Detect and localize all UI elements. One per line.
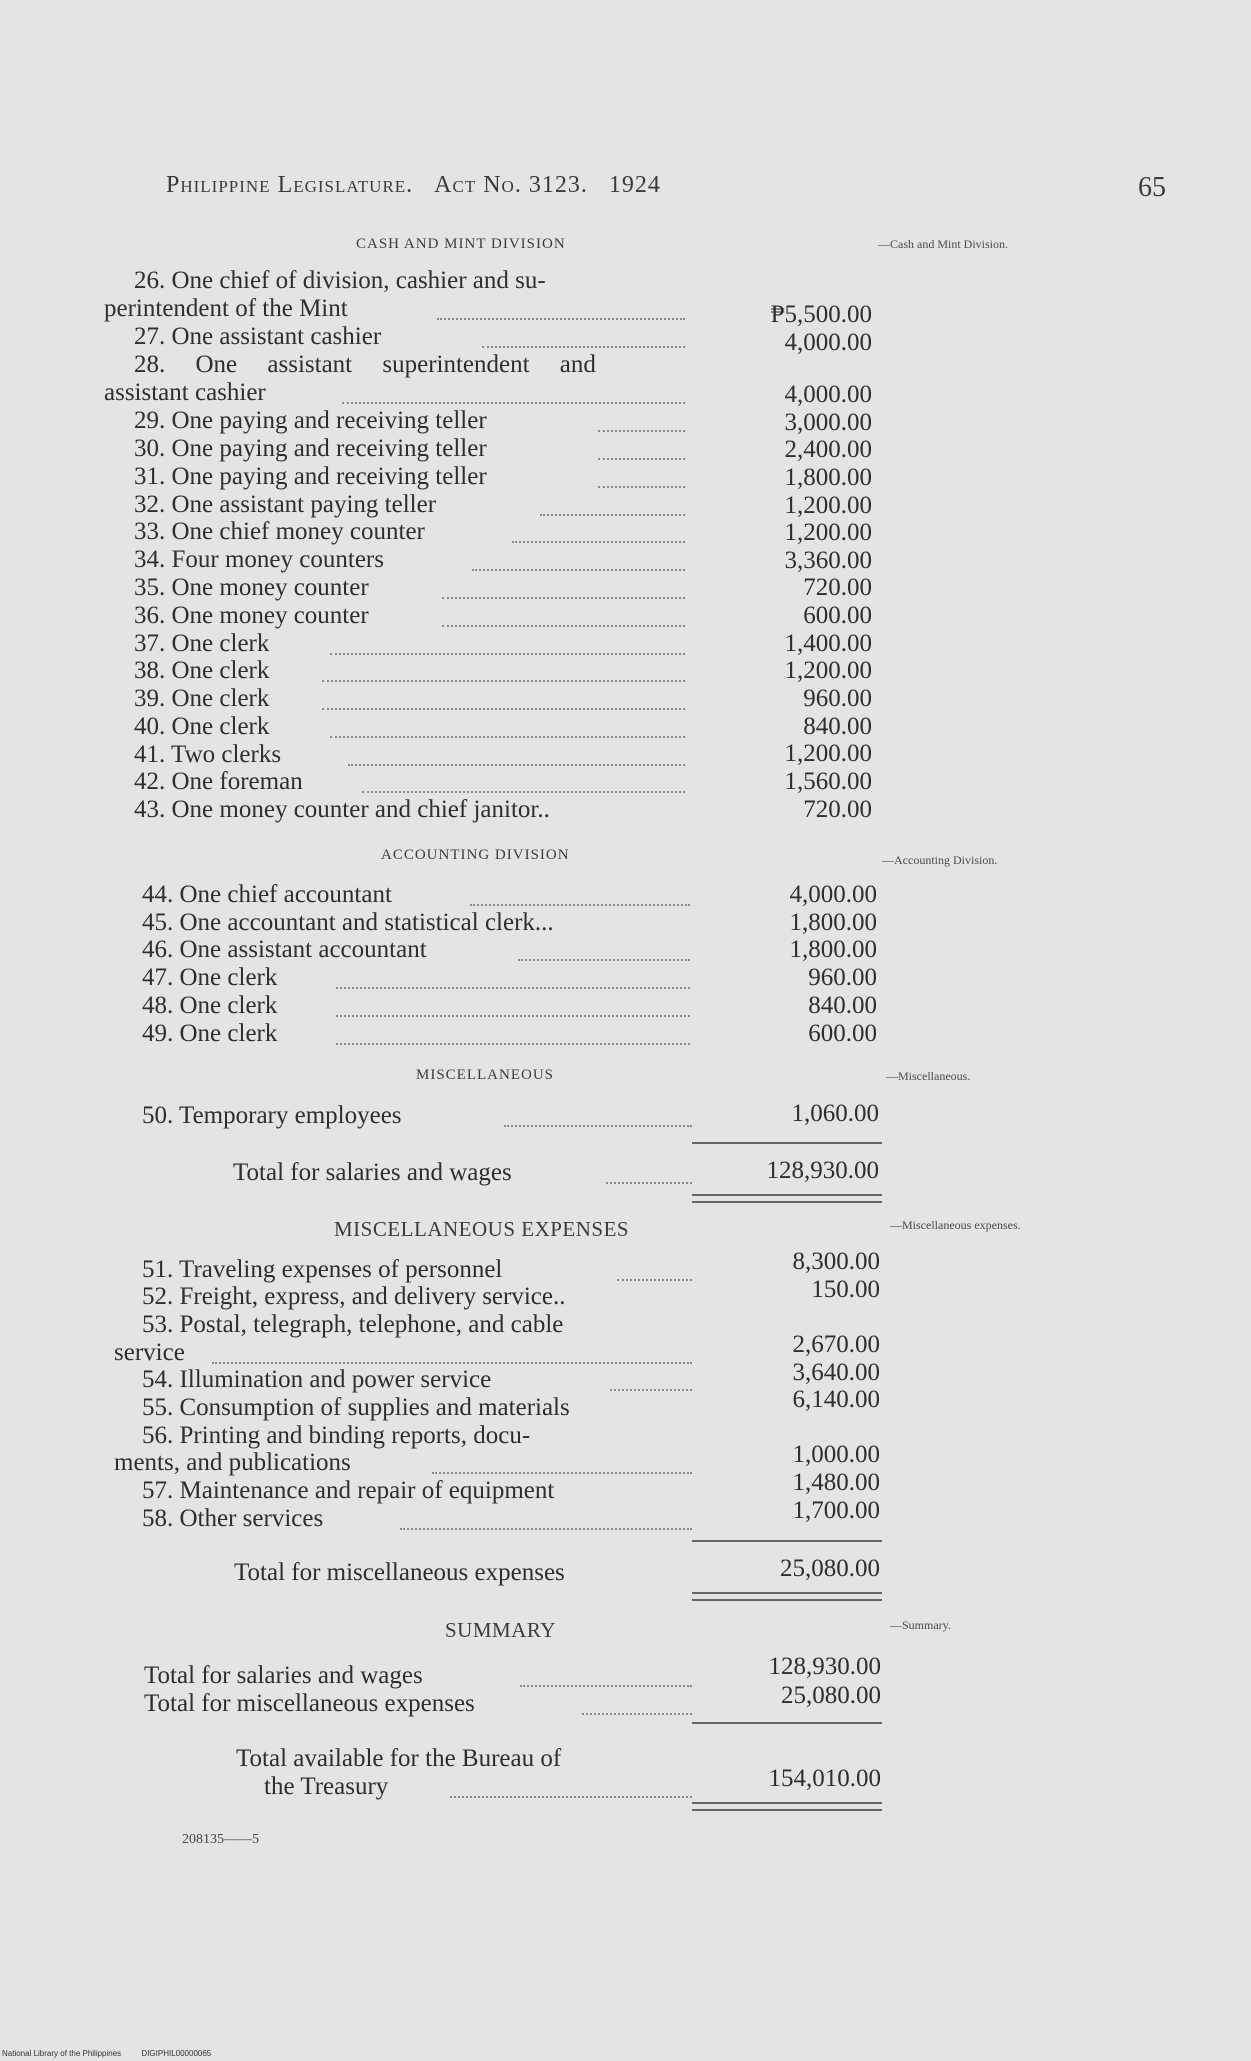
dot-leader [437, 318, 685, 320]
item-amount: 1,200.00 [784, 740, 872, 767]
dot-leader [400, 1528, 692, 1530]
total-label: Total for salaries and wages [233, 1159, 512, 1186]
item-label: 32. One assistant paying teller [134, 491, 437, 518]
item-label: 45. One accountant and statistical clerk... [142, 909, 554, 936]
item-label-cont: assistant cashier [104, 379, 266, 406]
item-amount: 1,800.00 [789, 909, 877, 936]
dot-leader [504, 1125, 692, 1127]
dot-leader [336, 987, 690, 989]
dot-leader [442, 597, 685, 599]
item-label: 58. Other services [142, 1505, 324, 1532]
credit-id: DIGIPHIL00000065 [141, 2049, 212, 2058]
item-label: 54. Illumination and power service [142, 1366, 492, 1393]
dot-leader [482, 346, 685, 348]
total-amount: 128,930.00 [766, 1157, 879, 1184]
dot-leader [322, 708, 685, 710]
double-rule [692, 1194, 882, 1203]
section-heading-misc-expenses: MISCELLANEOUS EXPENSES [334, 1217, 630, 1241]
item-amount: 1,200.00 [784, 519, 872, 546]
item-label: 39. One clerk [134, 685, 270, 712]
item-label: 44. One chief accountant [142, 881, 392, 908]
dot-leader [512, 541, 685, 543]
double-rule [692, 1592, 882, 1601]
total-label: Total for miscellaneous expenses [234, 1559, 565, 1586]
item-label: 40. One clerk [134, 713, 270, 740]
item-label: 37. One clerk [134, 630, 270, 657]
section-heading-accounting: ACCOUNTING DIVISION [381, 847, 570, 863]
header-year: 1924 [608, 172, 661, 198]
grand-total-label: Total available for the Bureau of [236, 1745, 562, 1772]
margin-note-summary: —Summary. [890, 1618, 951, 1632]
item-label: 48. One clerk [142, 992, 278, 1019]
item-amount: 1,200.00 [784, 657, 872, 684]
dot-leader [520, 1685, 692, 1687]
item-label-cont: service [114, 1339, 185, 1366]
item-amount: 4,000.00 [784, 329, 872, 356]
item-amount: 720.00 [803, 796, 872, 823]
sum-rule [692, 1142, 882, 1144]
item-label: 57. Maintenance and repair of equipment [142, 1477, 555, 1504]
margin-note-misc-expenses: —Miscellaneous expenses. [890, 1218, 1021, 1232]
item-amount: 6,140.00 [792, 1386, 880, 1413]
item-amount: 2,670.00 [792, 1331, 880, 1358]
dot-leader [362, 791, 685, 793]
item-label: 53. Postal, telegraph, telephone, and cable [142, 1311, 564, 1338]
item-amount: 4,000.00 [789, 881, 877, 908]
grand-total-amount: 154,010.00 [768, 1765, 881, 1792]
dot-leader [582, 1713, 692, 1715]
dot-leader [330, 736, 685, 738]
item-amount: 600.00 [803, 602, 872, 629]
summary-label: Total for salaries and wages [144, 1662, 423, 1689]
dot-leader [450, 1796, 692, 1798]
summary-amount: 128,930.00 [768, 1653, 881, 1680]
item-amount: 150.00 [811, 1276, 880, 1303]
item-label: 35. One money counter [134, 574, 369, 601]
item-label: 38. One clerk [134, 657, 270, 684]
item-label: 29. One paying and receiving teller [134, 407, 487, 434]
item-amount: 8,300.00 [792, 1248, 880, 1275]
item-label: 43. One money counter and chief janitor.. [134, 796, 550, 823]
item-amount: 960.00 [808, 964, 877, 991]
item-label: 42. One foreman [134, 768, 303, 795]
item-amount: 840.00 [808, 992, 877, 1019]
item-amount: 3,360.00 [784, 547, 872, 574]
item-label: 26. One chief of division, cashier and su- [134, 267, 546, 294]
grand-total-label-cont: the Treasury [264, 1773, 389, 1800]
dot-leader [330, 653, 685, 655]
margin-note-cash-mint: —Cash and Mint Division. [878, 237, 1009, 251]
item-label: 49. One clerk [142, 1020, 278, 1047]
item-label: 46. One assistant accountant [142, 936, 427, 963]
sum-rule [692, 1722, 882, 1724]
margin-note-accounting: —Accounting Division. [882, 853, 998, 867]
item-label: 47. One clerk [142, 964, 278, 991]
dot-leader [470, 904, 690, 906]
item-label: 56. Printing and binding reports, docu- [142, 1422, 531, 1449]
section-heading-cash-mint: CASH AND MINT DIVISION [356, 236, 566, 252]
item-amount: 1,800.00 [784, 464, 872, 491]
dot-leader [322, 680, 685, 682]
item-amount: 3,640.00 [792, 1359, 880, 1386]
item-label: 27. One assistant cashier [134, 323, 382, 350]
item-label-cont: ments, and publications [114, 1449, 351, 1476]
dot-leader [472, 569, 685, 571]
dot-leader [342, 402, 685, 404]
printer-code: 208135——5 [182, 1832, 259, 1847]
item-label: 34. Four money counters [134, 546, 384, 573]
item-amount: 600.00 [808, 1020, 877, 1047]
item-amount: 840.00 [803, 713, 872, 740]
item-amount: 1,000.00 [792, 1441, 880, 1468]
item-label: 28. One assistant superintendent and [134, 351, 596, 378]
sum-rule [692, 1540, 882, 1542]
item-label: 52. Freight, express, and delivery service.. [142, 1283, 566, 1310]
total-amount: 25,080.00 [780, 1555, 880, 1582]
item-amount: 1,560.00 [784, 768, 872, 795]
page-header [166, 172, 661, 199]
item-amount: 1,800.00 [789, 936, 877, 963]
margin-note-misc: —Miscellaneous. [886, 1069, 971, 1083]
item-amount: 2,400.00 [784, 436, 872, 463]
item-amount: ₱5,500.00 [770, 301, 872, 328]
dot-leader [518, 959, 690, 961]
dot-leader [442, 625, 685, 627]
dot-leader [348, 764, 685, 766]
dot-leader [540, 514, 685, 516]
item-amount: 720.00 [803, 574, 872, 601]
section-heading-misc: MISCELLANEOUS [416, 1067, 555, 1083]
header-title: Philippine Legislature. [166, 172, 414, 198]
item-label: 50. Temporary employees [142, 1102, 402, 1129]
summary-amount: 25,080.00 [781, 1682, 881, 1709]
page-number: 65 [1138, 172, 1166, 203]
item-amount: 3,000.00 [784, 409, 872, 436]
summary-label: Total for miscellaneous expenses [144, 1690, 475, 1717]
item-amount: 4,000.00 [784, 381, 872, 408]
double-rule [692, 1802, 882, 1811]
item-label: 33. One chief money counter [134, 518, 425, 545]
header-act: Act No. 3123. [434, 172, 588, 198]
scan-credit [2, 2049, 229, 2058]
item-label: 55. Consumption of supplies and materials [142, 1394, 570, 1421]
item-amount: 960.00 [803, 685, 872, 712]
item-label: 30. One paying and receiving teller [134, 435, 487, 462]
section-heading-summary: SUMMARY [445, 1618, 556, 1642]
item-amount: 1,700.00 [792, 1497, 880, 1524]
item-amount: 1,400.00 [784, 630, 872, 657]
dot-leader [432, 1472, 692, 1474]
item-amount: 1,060.00 [791, 1100, 879, 1127]
item-label: 36. One money counter [134, 602, 369, 629]
dot-leader [336, 1015, 690, 1017]
item-amount: 1,200.00 [784, 492, 872, 519]
dot-leader [212, 1362, 692, 1364]
credit-library: National Library of the Philippines [2, 2049, 122, 2058]
item-label: 31. One paying and receiving teller [134, 463, 487, 490]
dot-leader [336, 1043, 690, 1045]
item-label: 41. Two clerks [134, 741, 282, 768]
item-amount: 1,480.00 [792, 1469, 880, 1496]
item-label: 51. Traveling expenses of personnel [142, 1256, 503, 1283]
item-label-cont: perintendent of the Mint [104, 295, 348, 322]
